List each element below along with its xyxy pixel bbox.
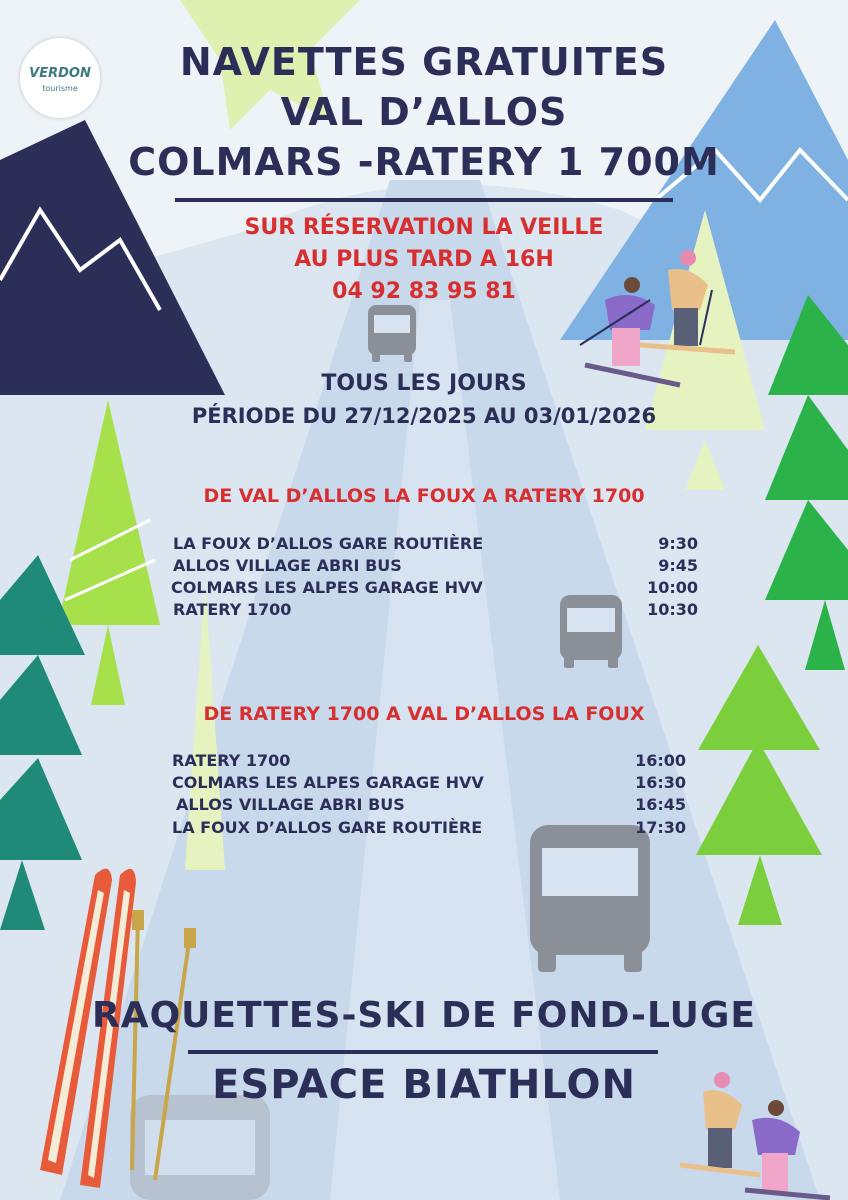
inbound-stop-name: ALLOS VILLAGE ABRI BUS — [176, 795, 405, 814]
outbound-stop-name: COLMARS LES ALPES GARAGE HVV — [171, 578, 483, 597]
bus-icon-medium — [560, 595, 622, 668]
reservation-phone[interactable]: 04 92 83 95 81 — [332, 279, 516, 304]
inbound-heading: DE RATERY 1700 A VAL D’ALLOS LA FOUX — [203, 703, 645, 725]
title-divider — [175, 198, 673, 202]
outbound-stop-time: 9:45 — [658, 556, 698, 575]
reservation-line-1: SUR RÉSERVATION LA VEILLE — [244, 215, 604, 240]
outbound-stop-name: LA FOUX D’ALLOS GARE ROUTIÈRE — [173, 534, 484, 553]
logo-brand: VERDON — [29, 66, 91, 81]
inbound-stop-name: LA FOUX D’ALLOS GARE ROUTIÈRE — [172, 818, 483, 837]
inbound-stop-name: COLMARS LES ALPES GARAGE HVV — [172, 773, 484, 792]
activities-line-2: ESPACE BIATHLON — [212, 1062, 636, 1108]
outbound-heading: DE VAL D’ALLOS LA FOUX A RATERY 1700 — [203, 485, 645, 507]
period-line-1: TOUS LES JOURS — [321, 371, 527, 396]
logo-sub: tourisme — [42, 84, 78, 93]
bus-icon-large — [530, 825, 650, 972]
outbound-stop-time: 9:30 — [658, 534, 698, 553]
inbound-stop-time: 16:45 — [635, 795, 686, 814]
title-line-1: NAVETTES GRATUITES — [179, 40, 669, 84]
outbound-stop-name: ALLOS VILLAGE ABRI BUS — [173, 556, 402, 575]
inbound-stop-time: 16:00 — [635, 751, 686, 770]
outbound-stop-time: 10:00 — [647, 578, 698, 597]
bus-icon-faded — [130, 1095, 270, 1200]
period-line-2: PÉRIODE DU 27/12/2025 AU 03/01/2026 — [191, 404, 657, 428]
inbound-stop-time: 17:30 — [635, 818, 686, 837]
outbound-stop-name: RATERY 1700 — [173, 600, 292, 619]
activities-line-1: RAQUETTES-SKI DE FOND-LUGE — [91, 995, 756, 1036]
activities-divider — [188, 1050, 658, 1054]
outbound-stop-time: 10:30 — [647, 600, 698, 619]
inbound-stop-time: 16:30 — [635, 773, 686, 792]
title-line-3: COLMARS -RATERY 1 700M — [128, 140, 720, 184]
title-line-2: VAL D’ALLOS — [280, 90, 568, 134]
bus-icon-small — [368, 305, 416, 362]
inbound-stop-name: RATERY 1700 — [172, 751, 291, 770]
reservation-line-2: AU PLUS TARD A 16H — [294, 247, 554, 272]
